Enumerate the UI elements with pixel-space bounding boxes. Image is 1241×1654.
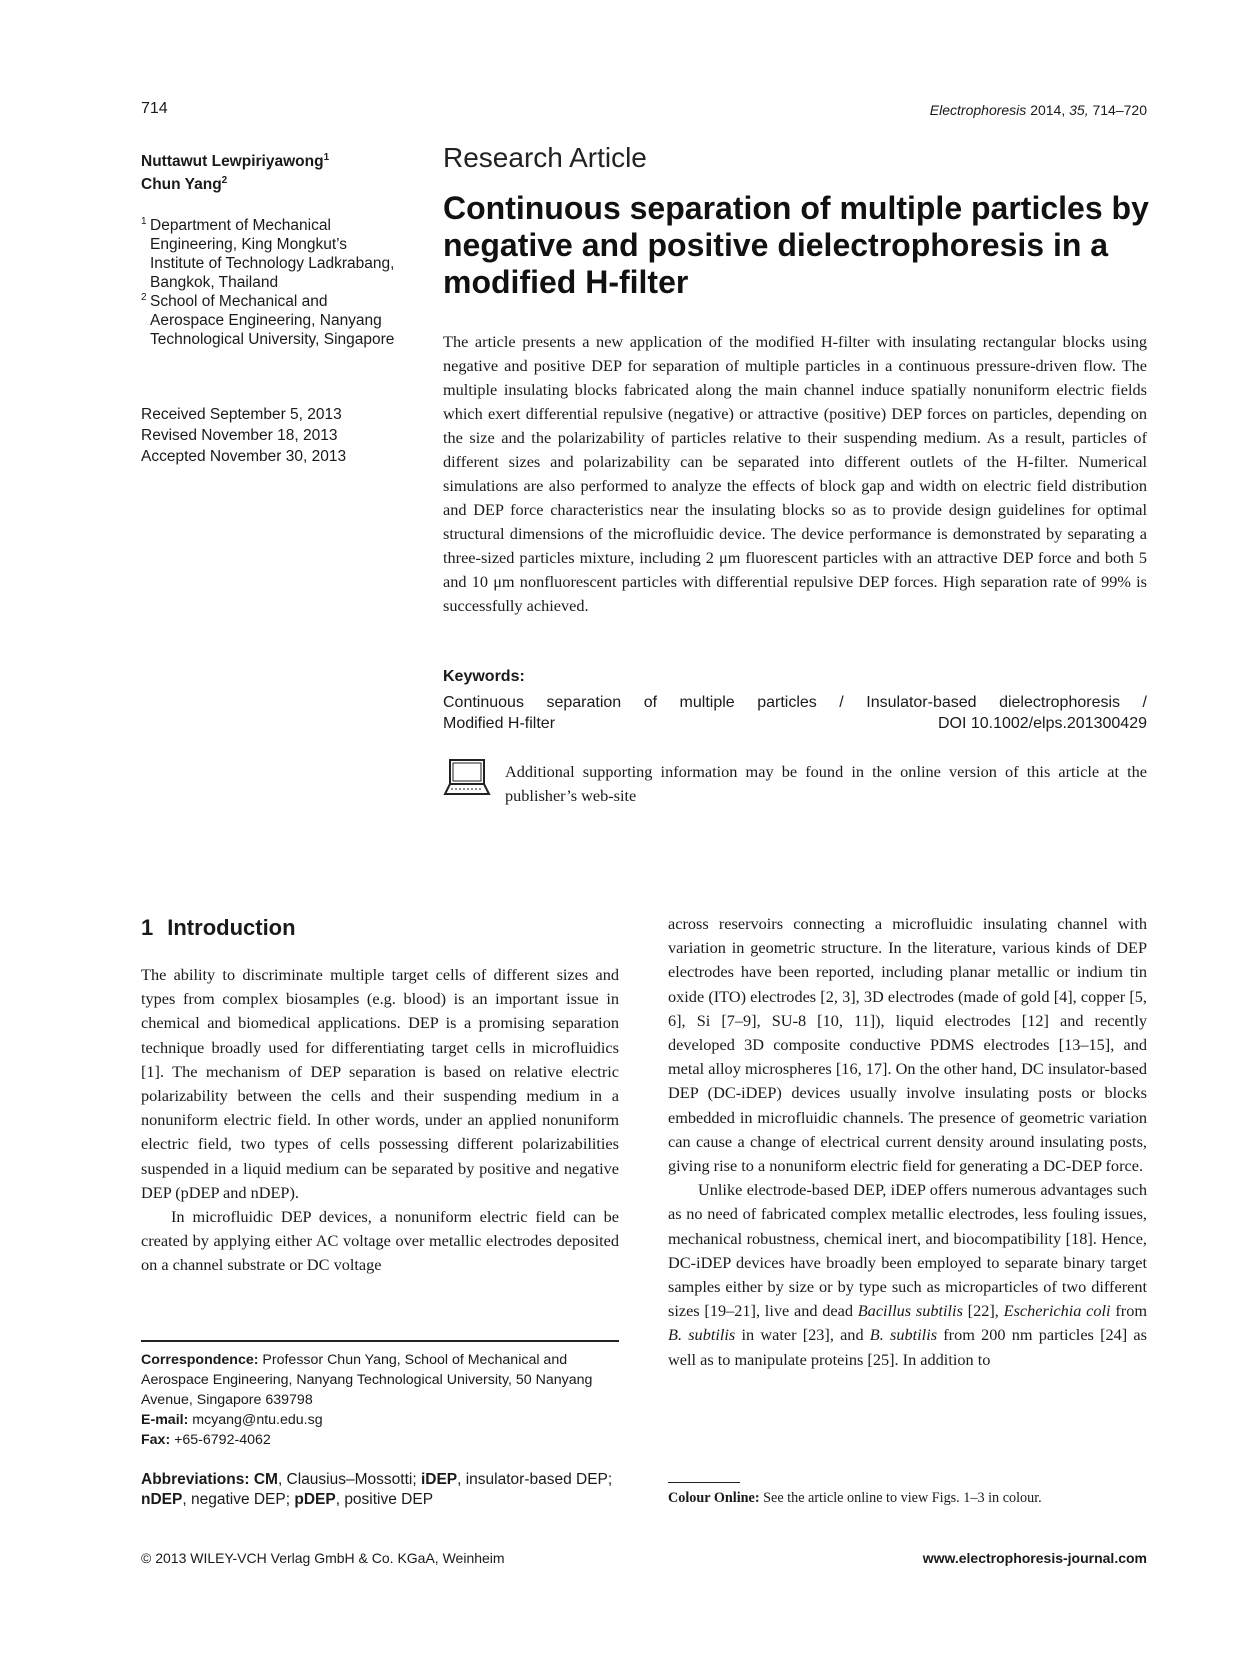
- affiliation: 2 School of Mechanical and Aerospace Engineering, Nanyang Technological University, Singapore: [141, 292, 395, 348]
- supporting-info-note: Additional supporting information may be found in the online version of this article at the publisher’s web-site: [505, 762, 1147, 805]
- page-number: 714: [141, 100, 168, 117]
- body-paragraph: across reservoirs connecting a microfluidic insulating channel with variation in geometric structure. In the literature, various kinds of DEP electrodes have been reported, including planar metallic or indium tin oxide (ITO) electrodes [2, 3], 3D electrodes (made of gold [4], copper [5, 6], Si [7–9], SU-8 [10, 11]), liquid electrodes [12] and recently developed 3D composite conductive PDMS electrodes [13–15], and metal alloy microspheres [16, 17]. On the other hand, DC insulator-based DEP (DC-iDEP) devices usually involve insulating posts or blocks embedded in microfluidic channels. The presence of geometric variation can cause a change of electrical current density around insulating posts, giving rise to a nonuniform electric field for generating a DC-DEP force.: [668, 914, 1147, 1176]
- section-heading: [141, 915, 296, 941]
- body-column-left: [141, 963, 619, 1278]
- author-affiliation-mark: 2: [221, 175, 228, 187]
- article-type: Research Article: [443, 142, 647, 173]
- author: Nuttawut Lewpiriyawong$^1$: [141, 152, 330, 171]
- journal-website-link[interactable]: www.electrophoresis-journal.com: [922, 1550, 1147, 1566]
- journal-year: 2014,: [1030, 102, 1066, 118]
- abstract: The article presents a new application of the modified H-filter with insulating rectangular blocks using negative and positive DEP for separation of multiple particles in a continuous pressure-driven flow. The multiple insulating blocks fabricated along the main channel induce spatially nonuniform electric fields which exert differential repulsive (negative) or attractive (positive) DEP forces on particles, depending on the size and the polarizability of particles relative to their suspending medium. As a result, particles of different sizes and polarizability can be separated into different outlets of the H-filter. Numerical simulations are also performed to analyze the effects of block gap and width on electric field distribution and DEP force characteristics near the insulating blocks so as to provide design guidelines for optimal structural dimensions of the microfluidic device. The device performance is demonstrated by separating a three-sized particles mixture, including 2 μm fluorescent particles with an attractive DEP force and both 5 and 10 μm nonfluorescent particles with differential repulsive DEP forces. High separation rate of 99% is successfully achieved.: [443, 332, 1147, 615]
- footnote-divider: [141, 1340, 619, 1342]
- received-date: Received September 5, 2013: [141, 406, 342, 423]
- colour-note-divider: [668, 1482, 740, 1483]
- keywords-list: Continuous separation of multiple particles / Insulator-based dielectrophoresis /: [443, 694, 1147, 711]
- section-title: Introduction: [167, 915, 296, 940]
- section-number: 1: [141, 915, 154, 940]
- keyword: Modified H-filter: [443, 715, 556, 732]
- journal-reference: [930, 102, 1147, 118]
- journal-pages: 714–720: [1092, 102, 1147, 118]
- doi-link[interactable]: DOI 10.1002/elps.201300429: [937, 715, 1147, 732]
- affiliations: [141, 216, 401, 349]
- abbreviations-note: Abbreviations: CM, Clausius–Mossotti; iDEP, insulator-based DEP; nDEP, negative DEP; pDEP, positive DEP: [141, 1471, 613, 1508]
- correspondence-note: Correspondence: Professor Chun Yang, School of Mechanical and Aerospace Engineering, Nanyang Technological University, 50 Nanyang Avenue, Singapore 639798 E-mail: mcyang@ntu.edu.sg Fax: +65-6792-4062: [141, 1352, 593, 1448]
- copyright-notice: © 2013 WILEY-VCH Verlag GmbH & Co. KGaA, Weinheim: [141, 1550, 505, 1566]
- affiliation: 1 Department of Mechanical Engineering, King Mongkut’s Institute of Technology Ladkrabang, Bangkok, Thailand: [141, 216, 395, 291]
- journal-volume: 35,: [1069, 102, 1089, 118]
- email-link[interactable]: mcyang@ntu.edu.sg: [188, 1412, 323, 1428]
- journal-name: Electrophoresis: [929, 102, 1027, 118]
- body-paragraph: In microfluidic DEP devices, a nonuniform electric field can be created by applying either AC voltage over metallic electrodes deposited on a channel substrate or DC voltage: [141, 1207, 619, 1275]
- keywords-heading: Keywords:: [443, 668, 525, 685]
- revised-date: Revised November 18, 2013: [141, 427, 338, 444]
- body-paragraph: Unlike electrode-based DEP, iDEP offers numerous advantages such as no need of fabricated complex metallic electrodes, less fouling issues, mechanical robustness, chemical inert, and biocompatibility [18]. Hence, DC-iDEP devices have broadly been employed to separate binary target samples either by size or by type such as microparticles of two different sizes [19–21], live and dead Bacillus subtilis [22], Escherichia coli from B. subtilis in water [23], and B. subtilis from 200 nm particles [24] as well as to manipulate proteins [25]. In addition to: [668, 1180, 1148, 1369]
- author-list: [141, 148, 391, 194]
- article-dates: [141, 404, 401, 467]
- author: Chun Yang$^2$: [141, 175, 228, 194]
- keywords-doi-row: [443, 713, 1147, 734]
- colour-online-note: Colour Online: See the article online to view Figs. 1–3 in colour.: [668, 1490, 1042, 1506]
- article-title: Continuous separation of multiple particles by negative and positive dielectrophoresis in a modified H-filter: [443, 190, 1149, 300]
- author-affiliation-mark: 1: [323, 152, 330, 163]
- computer-icon: [443, 758, 491, 798]
- body-column-right: [668, 912, 1147, 1372]
- accepted-date: Accepted November 30, 2013: [141, 448, 347, 465]
- body-paragraph: The ability to discriminate multiple target cells of different sizes and types from complex biosamples (e.g. blood) is an important issue in chemical and biomedical applications. DEP is a promising separation technique broadly used for differentiating target cells in microfluidics [1]. The mechanism of DEP separation is based on relative electric polarizability between the cells and their suspending medium in a nonuniform electric field. In other words, under an applied nonuniform electric field, two types of cells possessing different polarizabilities suspended in a liquid medium can be separated by positive and negative DEP (pDEP and nDEP).: [141, 965, 619, 1202]
